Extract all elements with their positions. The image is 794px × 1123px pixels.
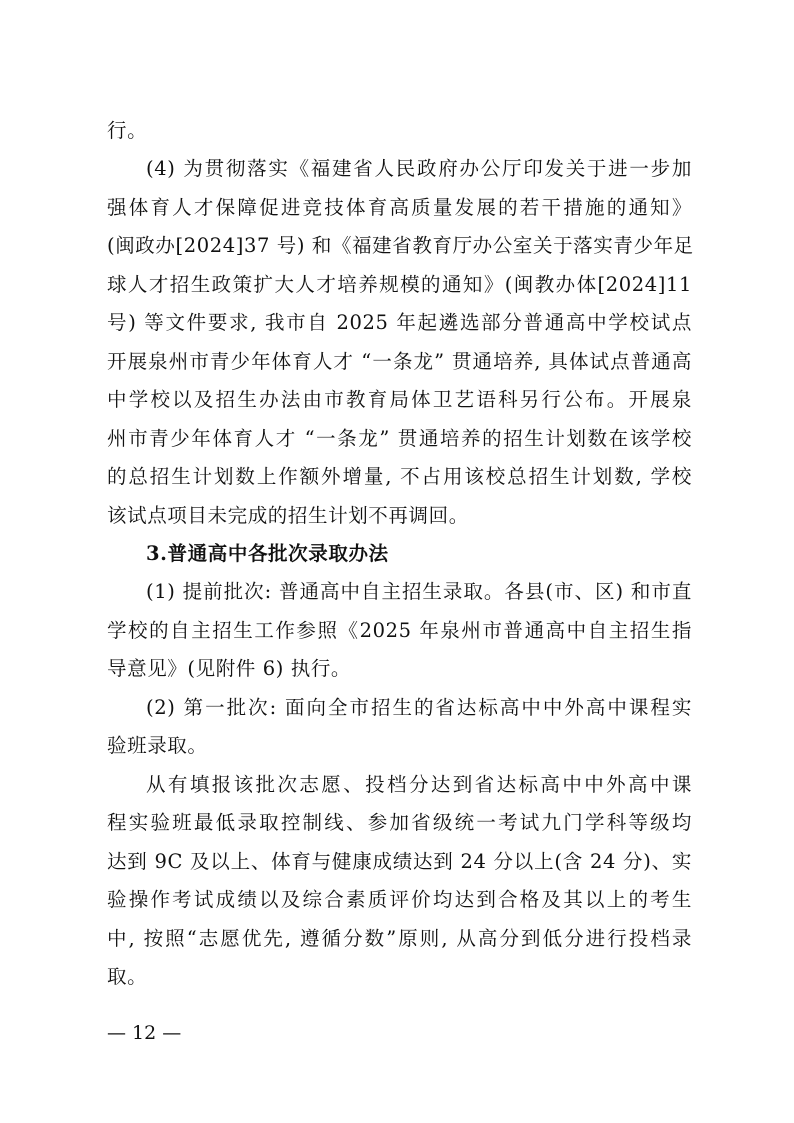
text-line: 州市青少年体育人才 “一条龙” 贯通培养的招生计划数在该学校: [107, 427, 692, 450]
text-line: 行。: [107, 119, 148, 142]
text-line: 球人才招生政策扩大人才培养规模的通知》(闽教办体[2024]11: [107, 273, 692, 296]
text-line: 验操作考试成绩以及综合素质评价均达到合格及其以上的考生: [107, 888, 692, 911]
text-line: (1) 提前批次: 普通高中自主招生录取。各县(市、区) 和市直: [146, 580, 692, 603]
text-line: 取。: [107, 965, 148, 988]
text-line: 号) 等文件要求, 我市自 2025 年起遴选部分普通高中学校试点: [107, 311, 692, 334]
text-line: 该试点项目未完成的招生计划不再调回。: [107, 504, 469, 527]
text-line: 开展泉州市青少年体育人才 “一条龙” 贯通培养, 具体试点普通高: [107, 350, 692, 373]
text-line: (闽政办[2024]37 号) 和《福建省教育厅办公室关于落实青少年足: [107, 234, 694, 257]
text-line: 强体育人才保障促进竞技体育高质量发展的若干措施的通知》: [107, 196, 692, 219]
text-line: 验班录取。: [107, 734, 208, 757]
text-line: 导意见》(见附件 6) 执行。: [107, 657, 352, 680]
text-line: 学校的自主招生工作参照《2025 年泉州市普通高中自主招生指: [107, 619, 692, 642]
text-line: 程实验班最低录取控制线、参加省级统一考试九门学科等级均: [107, 811, 692, 834]
text-line: (2) 第一批次: 面向全市招生的省达标高中中外高中课程实: [146, 696, 692, 719]
section-heading: 3.普通高中各批次录取办法: [146, 542, 389, 565]
text-line: 从有填报该批次志愿、投档分达到省达标高中中外高中课: [146, 773, 692, 796]
text-line: 中学校以及招生办法由市教育局体卫艺语科另行公布。开展泉: [107, 388, 692, 411]
text-line: 中, 按照“志愿优先, 遵循分数”原则, 从高分到低分进行投档录: [107, 927, 692, 950]
text-line: 达到 9C 及以上、体育与健康成绩达到 24 分以上(含 24 分)、实: [107, 850, 692, 873]
page-number: — 12 —: [107, 1022, 182, 1044]
text-line: 的总招生计划数上作额外增量, 不占用该校总招生计划数, 学校: [107, 465, 692, 488]
text-line: (4) 为贯彻落实《福建省人民政府办公厅印发关于进一步加: [146, 157, 692, 180]
